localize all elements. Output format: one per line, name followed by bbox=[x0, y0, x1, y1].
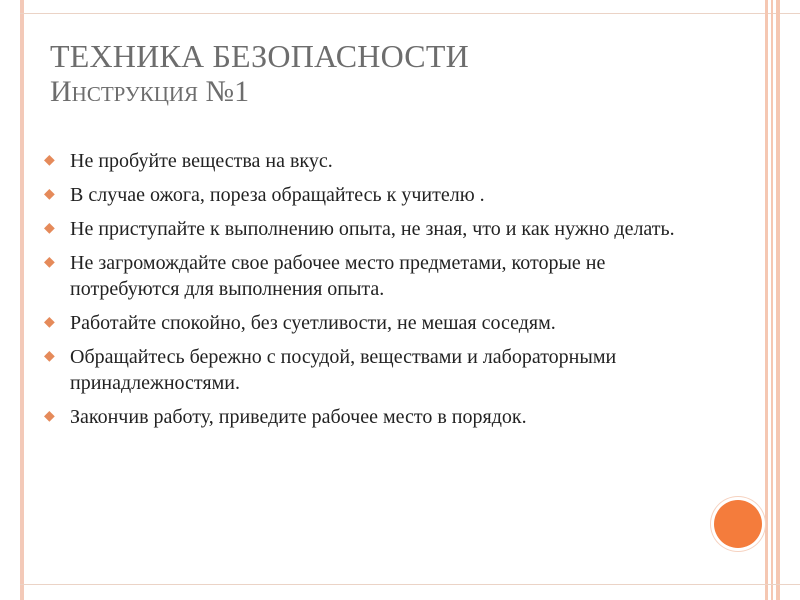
list-item bbox=[44, 310, 704, 336]
list-item-text: Не приступайте к выполнению опыта, не зная, что и как нужно делать. bbox=[70, 218, 675, 240]
diamond-bullet-icon: ◆ bbox=[44, 153, 55, 168]
frame-right-line bbox=[765, 0, 768, 600]
bullet-list bbox=[44, 148, 704, 438]
list-item bbox=[44, 182, 704, 208]
list-item bbox=[44, 148, 704, 174]
list-item bbox=[44, 216, 704, 242]
diamond-bullet-icon: ◆ bbox=[44, 255, 55, 270]
list-item-text: Закончив работу, приведите рабочее место в порядок. bbox=[70, 406, 527, 428]
list-item bbox=[44, 344, 704, 396]
subtitle-text: Инструкция №1 bbox=[50, 75, 250, 108]
list-item-text: Не загромождайте свое рабочее место предметами, которые не потребуются для выполнения опыта. bbox=[70, 252, 606, 300]
frame-top-line bbox=[20, 13, 800, 14]
list-item-text: В случае ожога, пореза обращайтесь к учителю . bbox=[70, 184, 485, 206]
diamond-bullet-icon: ◆ bbox=[44, 349, 55, 364]
title-text: ТЕХНИКА БЕЗОПАСНОСТИ bbox=[50, 38, 469, 74]
diamond-bullet-icon: ◆ bbox=[44, 187, 55, 202]
frame-right-line bbox=[771, 0, 773, 600]
diamond-bullet-icon: ◆ bbox=[44, 315, 55, 330]
list-item-text: Не пробуйте вещества на вкус. bbox=[70, 150, 333, 172]
list-item-text: Работайте спокойно, без суетливости, не мешая соседям. bbox=[70, 312, 556, 334]
decorative-circle-icon bbox=[714, 500, 762, 548]
diamond-bullet-icon: ◆ bbox=[44, 409, 55, 424]
slide-title bbox=[50, 38, 730, 110]
list-item bbox=[44, 404, 704, 430]
diamond-bullet-icon: ◆ bbox=[44, 221, 55, 236]
frame-right-line bbox=[776, 0, 780, 600]
list-item-text: Обращайтесь бережно с посудой, веществами и лабораторными принадлежностями. bbox=[70, 346, 617, 394]
frame-left-line bbox=[20, 0, 24, 600]
frame-bottom-line bbox=[20, 584, 800, 585]
list-item bbox=[44, 250, 704, 302]
